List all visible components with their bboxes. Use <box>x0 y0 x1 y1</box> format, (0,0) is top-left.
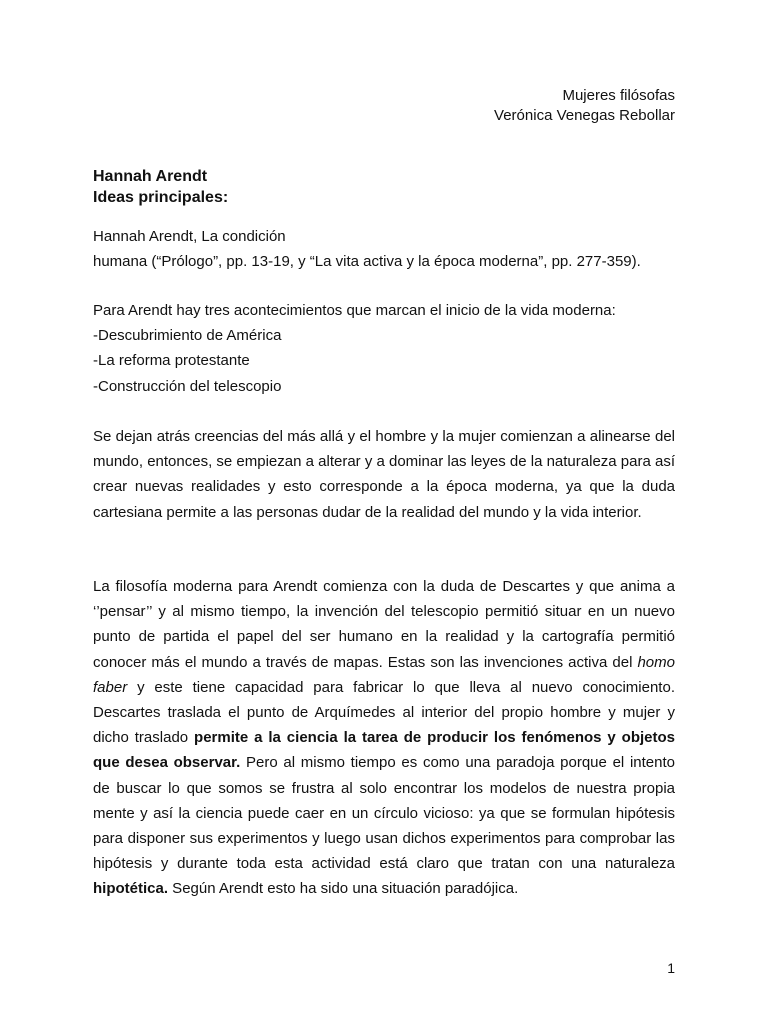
paragraph-2-italic-homo-faber: homo faber <box>93 653 675 696</box>
paragraph-1: Se dejan atrás creencias del más allá y el hombre y la mujer comienzan a alinearse del mundo, entonces, se empiezan a alterar y a dominar las leyes de la naturaleza para así crear nuevas realidades y esto corresponde a la época moderna, ya que la duda cartesiana permite a las personas dudar de la realidad del mundo y la vida interior. <box>93 428 675 521</box>
title-block <box>93 166 228 208</box>
paragraph-2-text-2: y este tiene capacidad para fabricar lo que lleva al nuevo conocimiento. Descartes traslada el punto de Arquímedes al interior del propio hombre y mujer y dicho traslado <box>93 678 675 747</box>
document-title: Hannah Arendt <box>93 168 208 185</box>
course-name: Mujeres filósofas <box>562 87 675 104</box>
document-subtitle: Ideas principales: <box>93 189 229 206</box>
page-number: 1 <box>667 960 675 976</box>
paragraph-2-text-4: Según Arendt esto ha sido una situación paradójica. <box>168 880 519 898</box>
intro-item-reforma: -La reforma protestante <box>93 352 250 370</box>
intro-item-telescopio: -Construcción del telescopio <box>93 377 282 395</box>
reference-line-2: humana (“Prólogo”, pp. 13-19, y “La vita activa y la época moderna”, pp. 277-359). <box>93 253 641 271</box>
paragraph-2-text-3: Pero al mismo tiempo es como una paradoja porque el intento de buscar lo que somos se frustra al solo encontrar los modelos de nuestra propia mente y así la ciencia puede caer en un círculo vicioso: ya que se formulan hipótesis para disponer sus experimentos y luego usan dichos experimentos para comprobar las hipótesis y durante toda esta actividad está claro que tratan con una naturaleza <box>93 754 675 873</box>
reference-paragraph <box>93 224 675 274</box>
document-header <box>494 86 675 126</box>
author-name: Verónica Venegas Rebollar <box>494 107 675 124</box>
paragraph-2-text-1: La filosofía moderna para Arendt comienza con la duda de Descartes y que anima a ‘’pensar’’ y al mismo tiempo, la invención del telescopio permitió situar en un nuevo punto de partida el papel del ser humano en la realidad y la cartografía permitió conocer más el mundo a través de mapas. Estas son las invenciones activa del <box>93 578 675 671</box>
paragraph-2 <box>93 574 675 902</box>
paragraph-2-bold-hipotetica: hipotética. <box>93 880 169 898</box>
intro-lead: Para Arendt hay tres acontecimientos que marcan el inicio de la vida moderna: <box>93 302 616 319</box>
intro-paragraph <box>93 298 675 399</box>
intro-item-america: -Descubrimiento de América <box>93 327 282 345</box>
paragraph-2-bold-ciencia: permite a la ciencia la tarea de producir los fenómenos y objetos que desea observar. <box>93 729 675 772</box>
reference-line-1: Hannah Arendt, La condición <box>93 228 286 245</box>
